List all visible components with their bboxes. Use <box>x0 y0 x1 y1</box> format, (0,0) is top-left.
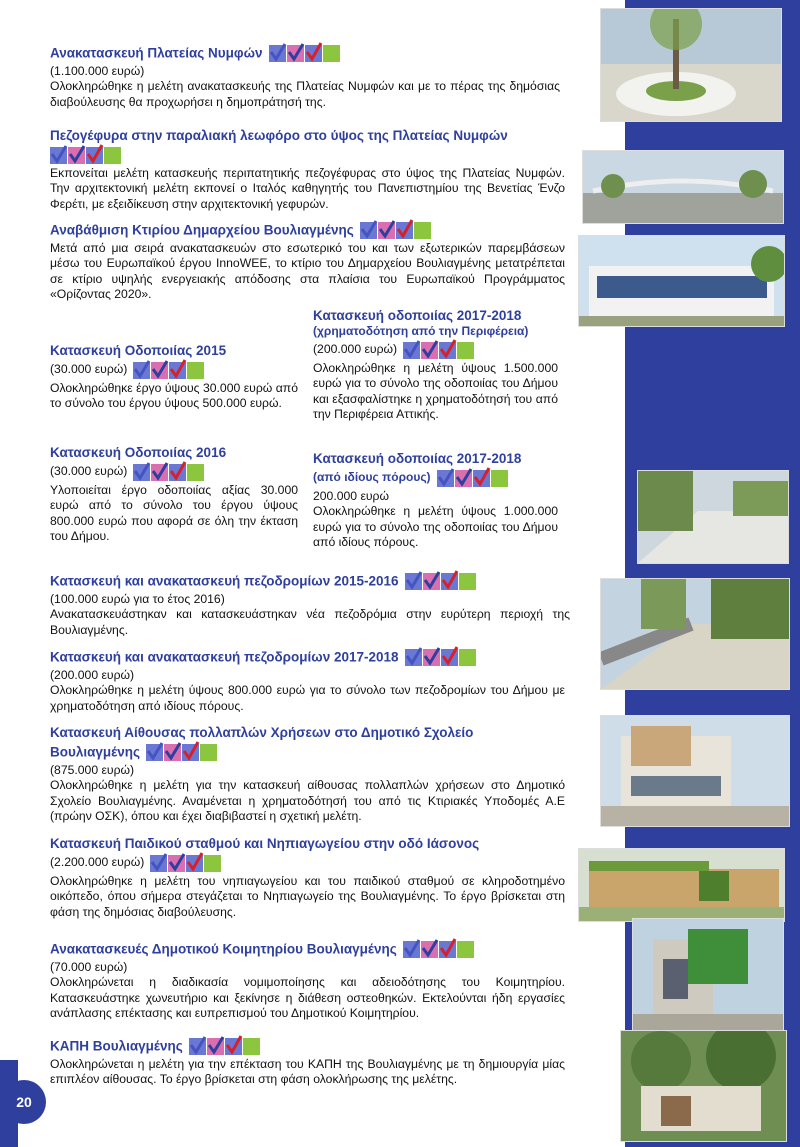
section-subtitle: (από ιδίους πόρους) <box>313 467 558 489</box>
section-cost: (200.000 ευρώ) <box>50 668 135 682</box>
checkmarks-icon <box>150 852 222 874</box>
section-text: Ολοκληρώθηκε η μελέτη ύψους 1.000.000 ευρώ για το σύνολο της οδοποιίας του Δήμου από ιδίους πόρους. <box>313 504 558 549</box>
section-text: Ολοκληρώνεται η μελέτη για την επέκταση του ΚΑΠΗ της Βουλιαγμένης με τη δημιουργία μίας επιπλέον αίθουσας. Το έργο βρίσκεται στη φάση ολοκλήρωσης της μελέτης. <box>50 1057 565 1087</box>
pezogefyra-photo <box>582 150 784 224</box>
section-title: Ανακατασκευή Πλατείας Νυμφών <box>50 42 560 64</box>
section-title: Κατασκευή και ανακατασκευή πεζοδρομίων 2015-2016 <box>50 570 570 592</box>
section-title: Κατασκευή οδοποιίας 2017-2018 <box>313 308 522 323</box>
section-dimarxeio <box>50 219 565 302</box>
checkmarks-icon <box>146 741 218 763</box>
checkmarks-icon <box>405 570 477 592</box>
paidikos-stathmos-photo <box>578 848 785 922</box>
section-text: Ολοκληρώθηκε η μελέτη ύψους 1.500.000 ευρώ για το σύνολο της οδοποιίας του Δήμου και εξασφαλίστηκε η χρηματοδότησή του από την Περιφέρεια Αττικής. <box>313 361 558 421</box>
section-title: Κατασκευή Αίθουσας πολλαπλών Χρήσεων στο Δημοτικό Σχολείο Βουλιαγμένης <box>50 723 565 763</box>
section-koimitirio <box>50 938 565 1021</box>
section-cost: (100.000 ευρώ για το έτος 2016) <box>50 592 225 606</box>
section-cost: (30.000 ευρώ) <box>50 359 298 381</box>
section-text: Υλοποιείται έργο οδοποιίας αξίας 30.000 ευρώ από το σύνολο του έργου ύψους 800.000 ευρώ που αφορά σε όλη την έκταση του Δήμου. <box>50 483 298 543</box>
section-text: Μετά από μια σειρά ανακατασκευών στο εσωτερικό του και των εξωτερικών παρεμβάσεων μέσω του Ευρωπαϊκού έργου InnoWEE, το κτίριο του Δημαρχείου Βουλιαγμένης μετατρέπεται σε κτίριο υψηλής ενεργειακής απόδοσης στα πλαίσια του Ευρωπαϊκού Προγράμματος «Ορίζοντας 2020». <box>50 241 565 301</box>
section-kapi <box>50 1035 565 1088</box>
checkmarks-icon <box>403 339 475 361</box>
plateia-nymfon-photo <box>600 8 782 122</box>
section-cost: (875.000 ευρώ) <box>50 762 135 777</box>
checkmarks-icon <box>50 144 122 166</box>
checkmarks-icon <box>133 359 205 381</box>
section-title: Κατασκευή Παιδικού σταθμού και Νηπιαγωγείου στην οδό Ιάσονος <box>50 836 480 851</box>
page-number: 20 <box>2 1080 46 1124</box>
dimarxeio-photo <box>578 235 785 327</box>
odopoiia-photo <box>637 470 789 564</box>
section-text: Ολοκληρώθηκε η μελέτη ύψους 800.000 ευρώ για το σύνολο των πεζοδρομίων του Δήμου με χρηματοδότηση από ιδίους πόρους. <box>50 683 565 713</box>
section-text: Ολοκληρώθηκε έργο ύψους 30.000 ευρώ από το σύνολο του έργου ύψους 500.000 ευρώ. <box>50 381 298 411</box>
section-odopoiia-2017-perifereia <box>313 307 558 422</box>
section-text: Ολοκληρώθηκε η μελέτη ανακατασκευής της Πλατείας Νυμφών και με το πέρας της δημόσιας διαβούλευσης θα προχωρήσει η δημοπράτησή της. <box>50 79 560 109</box>
section-cost: (200.000 ευρώ) <box>313 339 558 361</box>
checkmarks-icon <box>437 467 509 489</box>
section-plateia-nymfon <box>50 42 560 110</box>
section-cost: (70.000 ευρώ) <box>50 960 128 974</box>
checkmarks-icon <box>403 938 475 960</box>
section-cost: (2.200.000 ευρώ) <box>50 852 565 874</box>
section-cost: 200.000 ευρώ <box>313 489 389 503</box>
section-pezodromia-2017 <box>50 646 565 714</box>
section-text: Εκπονείται μελέτη κατασκευής περιπατητικής πεζογέφυρας στο ύψος της Πλατείας Νυμφών. Την αρχιτεκτονική μελέτη εκπονεί ο Ιταλός καθηγητής του Πανεπιστημίου της Βενετίας Ένζο Φερέτι, με εξειδίκευση στην αρχιτεκτονική γεφυρών. <box>50 166 565 211</box>
section-pezogefyra <box>50 127 565 212</box>
checkmarks-icon <box>360 219 432 241</box>
checkmarks-icon <box>405 646 477 668</box>
section-title: Ανακατασκευές Δημοτικού Κοιμητηρίου Βουλιαγμένης <box>50 938 565 960</box>
kapi-photo <box>620 1030 787 1142</box>
section-paidikos-stathmos <box>50 835 565 920</box>
section-title: Κατασκευή και ανακατασκευή πεζοδρομίων 2017-2018 <box>50 646 565 668</box>
checkmarks-icon <box>189 1035 261 1057</box>
section-odopoiia-2016 <box>50 444 298 544</box>
section-title: Κατασκευή Οδοποιίας 2016 <box>50 445 227 460</box>
section-title: ΚΑΠΗ Βουλιαγμένης <box>50 1035 565 1057</box>
pezodromia-photo <box>600 578 790 690</box>
section-aithousa <box>50 723 565 824</box>
koimitirio-photo <box>632 918 784 1032</box>
section-text: Ολοκληρώθηκε η μελέτη του νηπιαγωγείου και του παιδικού σταθμού σε κληροδοτημένο οικόπεδο, όπου σήμερα στεγάζεται το Νηπιαγωγείο της Βουλιαγμένης. Το έργο βρίσκεται στη φάση της δημόσιας διαβούλευσης. <box>50 874 565 919</box>
section-subtitle: (χρηματοδότηση από την Περιφέρεια) <box>313 324 529 338</box>
section-text: Ολοκληρώθηκε η μελέτη για την κατασκευή αίθουσας πολλαπλών χρήσεων στο Δημοτικό Σχολείο Βουλιαγμένης. Αναμένεται η χρηματοδότησή του από τις Κτιριακές Υποδομές Α.Ε (πρώην ΟΣΚ), όπου και έχει διαβιβαστεί η σχετική μελέτη. <box>50 778 565 823</box>
section-text: Ανακατασκευάστηκαν και κατασκευάστηκαν νέα πεζοδρόμια στην ευρύτερη περιοχή της Βουλιαγμένης. <box>50 607 570 637</box>
checkmarks-icon <box>269 42 341 64</box>
section-title: Κατασκευή Οδοποιίας 2015 <box>50 343 227 358</box>
section-cost: (1.100.000 ευρώ) <box>50 64 145 78</box>
section-text: Ολοκληρώνεται η διαδικασία νομιμοποίησης και αδειοδότησης του Κοιμητηρίου. Κατασκευάστηκε χωνευτήριο και ξεκίνησε η διάθεση οστεοθηκών. Εκτελούνται ήδη εργασίες ανάπλασης επέκτασης και ευπρεπισμού του Δημοτικού Κοιμητηρίου. <box>50 975 565 1020</box>
section-cost: (30.000 ευρώ) <box>50 461 298 483</box>
aithousa-photo <box>600 715 790 827</box>
section-odopoiia-2015 <box>50 342 298 412</box>
section-title: Αναβάθμιση Κτιρίου Δημαρχείου Βουλιαγμένης <box>50 219 565 241</box>
section-odopoiia-2017-idioi-poroi <box>313 450 558 550</box>
checkmarks-icon <box>133 461 205 483</box>
section-pezodromia-2015 <box>50 570 570 638</box>
section-title: Κατασκευή οδοποιίας 2017-2018 <box>313 451 522 466</box>
section-title: Πεζογέφυρα στην παραλιακή λεωφόρο στο ύψος της Πλατείας Νυμφών <box>50 128 508 143</box>
